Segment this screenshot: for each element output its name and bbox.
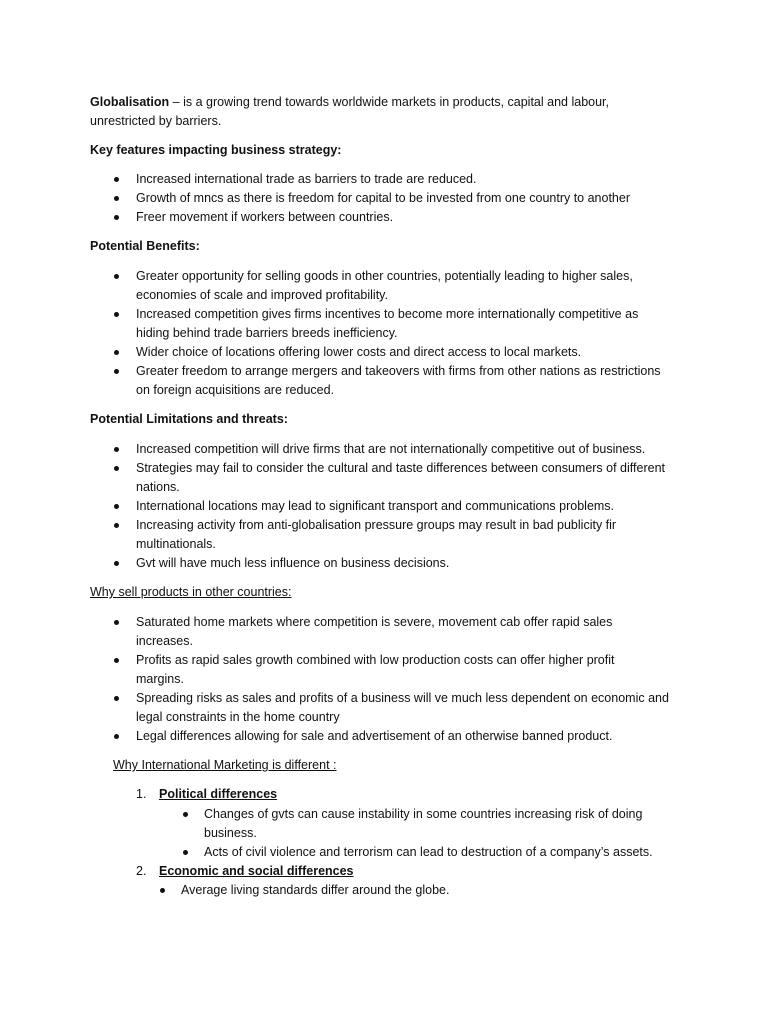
benefit-item: Greater freedom to arrange mergers and takeovers with firms from other nations as restrictions [136,364,661,378]
why-sell-item: Saturated home markets where competition is severe, movement cab offer rapid sales [136,615,613,629]
intro-line-1 [90,93,609,112]
section-number: 2. [136,864,147,878]
bullet-icon [183,850,188,855]
why-sell-item-cont: margins. [136,672,184,686]
section-number: 1. [136,787,147,801]
why-sell-item: Legal differences allowing for sale and advertisement of an otherwise banned product. [136,729,613,743]
limitation-item-cont: nations. [136,480,180,494]
benefit-item: Wider choice of locations offering lower costs and direct access to local markets. [136,345,582,359]
bullet-icon [114,274,119,279]
key-features-heading: Key features impacting business strategy: [90,143,342,157]
key-feature-item: Increased international trade as barriers to trade are reduced. [136,172,477,186]
economic-item: Average living standards differ around the globe. [181,883,450,897]
why-sell-item-cont: increases. [136,634,193,648]
limitation-item-cont: multinationals. [136,537,216,551]
bullet-icon [114,312,119,317]
intro-term: Globalisation [90,95,170,109]
why-sell-item: Spreading risks as sales and profits of a business will ve much less dependent on economic and [136,691,669,705]
bullet-icon [114,734,119,739]
bullet-icon [160,888,165,893]
benefit-item-cont: hiding behind trade barriers breeds inefficiency. [136,326,398,340]
bullet-icon [114,696,119,701]
why-sell-heading: Why sell products in other countries: [90,585,292,599]
benefits-heading: Potential Benefits: [90,239,200,253]
limitation-item: Strategies may fail to consider the cultural and taste differences between consumers of different [136,461,665,475]
bullet-icon [114,523,119,528]
bullet-icon [183,812,188,817]
bullet-icon [114,561,119,566]
political-item-cont: business. [204,826,257,840]
bullet-icon [114,196,119,201]
intl-marketing-heading: Why International Marketing is different : [113,758,337,772]
bullet-icon [114,658,119,663]
limitation-item: Increased competition will drive firms that are not internationally competitive out of business. [136,442,646,456]
section-title-political: Political differences [159,787,278,801]
bullet-icon [114,466,119,471]
intro-definition: – is a growing trend towards worldwide markets in products, capital and labour, [169,95,609,109]
bullet-icon [114,447,119,452]
political-item: Changes of gvts can cause instability in some countries increasing risk of doing [204,807,643,821]
intro-line-2: unrestricted by barriers. [90,114,222,128]
limitation-item: Increasing activity from anti-globalisation pressure groups may result in bad publicity fir [136,518,617,532]
political-item: Acts of civil violence and terrorism can lead to destruction of a company’s assets. [204,845,653,859]
limitations-heading: Potential Limitations and threats: [90,412,288,426]
section-title-economic: Economic and social differences [159,864,354,878]
bullet-icon [114,369,119,374]
limitation-item: International locations may lead to significant transport and communications problems. [136,499,615,513]
bullet-icon [114,215,119,220]
bullet-icon [114,504,119,509]
key-feature-item: Growth of mncs as there is freedom for capital to be invested from one country to another [136,191,630,205]
benefit-item-cont: economies of scale and improved profitability. [136,288,388,302]
benefit-item: Increased competition gives firms incentives to become more internationally competitive as [136,307,639,321]
benefit-item: Greater opportunity for selling goods in other countries, potentially leading to higher sales, [136,269,633,283]
bullet-icon [114,177,119,182]
bullet-icon [114,350,119,355]
why-sell-item-cont: legal constraints in the home country [136,710,340,724]
benefit-item-cont: on foreign acquisitions are reduced. [136,383,335,397]
why-sell-item: Profits as rapid sales growth combined with low production costs can offer higher profit [136,653,615,667]
bullet-icon [114,620,119,625]
limitation-item: Gvt will have much less influence on business decisions. [136,556,450,570]
key-feature-item: Freer movement if workers between countries. [136,210,394,224]
